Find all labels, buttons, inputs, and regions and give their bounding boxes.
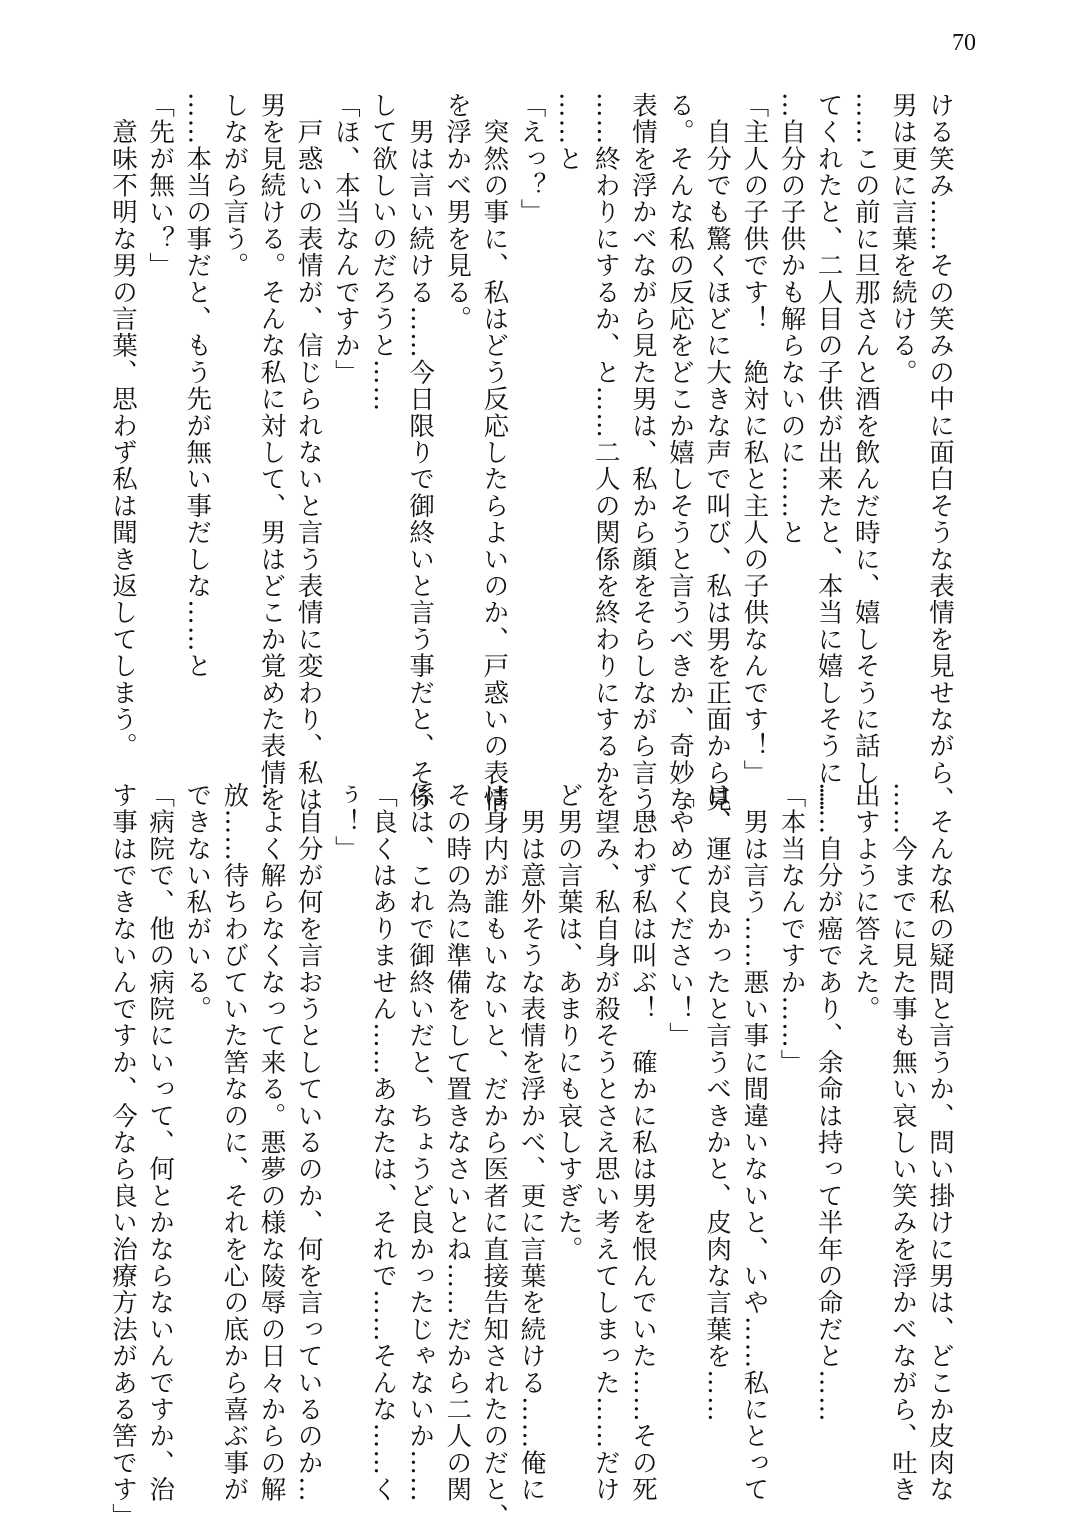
text-line: そんな私の疑問と言うか、問い掛けに男は、どこか皮肉な [925, 782, 955, 1503]
text-line: 意味不明な男の言葉、思わず私は聞き返してしまう。 [108, 92, 138, 760]
text-block-lower [0, 782, 1080, 1530]
text-line: できない私がいる。 [182, 782, 213, 1023]
text-line: ける笑み……その笑みの中に面白そうな表情を見せながら、 [925, 92, 955, 813]
text-line: 突然の事に、私はどう反応したらよいのか、戸惑いの表情 [479, 92, 510, 813]
text-line: ぅ！」 [330, 782, 361, 863]
text-line: 男は言い続ける……今日限りで御終いと言う事だと、そう [405, 92, 436, 813]
text-line: てくれたと、二人目の子供が出来たと、本当に嬉しそうに… [813, 92, 844, 813]
text-line: ……自分が癌であり、余命は持って半年の命だと…… [813, 782, 844, 1423]
text-line: …自分の子供かも解らないのに……と [776, 92, 807, 546]
text-line: を浮かべ男を見る。 [442, 92, 473, 333]
text-line: ど男の言葉は、あまりにも哀しすぎた。 [553, 782, 584, 1263]
text-line: 出すように答えた。 [850, 782, 881, 1023]
text-line: ……と [553, 92, 584, 173]
text-line: 「先が無い？」 [145, 92, 176, 279]
text-line: 「やめてください！」 [665, 782, 696, 1049]
text-line: 「本当なんですか……」 [776, 782, 807, 1076]
text-line: …よく解らなくなって来る。悪夢の様な陵辱の日々からの解 [256, 782, 287, 1503]
text-line: 自分でも驚くほどに大きな声で叫び、私は男を正面から見 [702, 92, 733, 813]
text-line: ……この前に旦那さんと酒を飲んだ時に、嬉しそうに話し [850, 92, 881, 787]
text-line: す事はできないんですか、今なら良い治療方法がある筈です」 [108, 782, 138, 1530]
text-line: 男は更に言葉を続ける。 [887, 92, 918, 386]
text-line: ……終わりにするか、と……二人の関係を終わりにするか [590, 92, 621, 787]
text-line: して欲しいのだろうと…… [367, 92, 398, 413]
text-line: 思わず私は叫ぶ！ 確かに私は男を恨んでいた……その死 [627, 782, 658, 1503]
text-line: 「主人の子供です！ 絶対に私と主人の子供なんです！」 [739, 92, 770, 787]
text-line: 表情を浮かべながら見た男は、私から顔をそらしながら言う。 [627, 92, 658, 840]
text-line: 係は、これで御終いだと、ちょうど良かったじゃないか…… [405, 782, 436, 1503]
text-line: 「病院で、他の病院にいって、何とかならないんですか、治 [145, 782, 176, 1503]
text-line: 放……待ちわびていた筈なのに、それを心の底から喜ぶ事が [219, 782, 250, 1503]
text-line: 男を見続ける。そんな私に対して、男はどこか覚めた表情を [256, 92, 287, 813]
text-line: その時の為に準備をして置きなさいとね……だから二人の関 [442, 782, 473, 1503]
text-line: 男は言う……悪い事に間違いないと、いや……私にとって [739, 782, 770, 1503]
text-line: を望み、私自身が殺そうとさえ思い考えてしまった……だけ [590, 782, 621, 1503]
text-line: 戸惑いの表情が、信じられないと言う表情に変わり、私は [293, 92, 324, 813]
text-line: は身内が誰もいないと、だから医者に直接告知されたのだと、 [479, 782, 510, 1530]
text-line: る。そんな私の反応をどこか嬉しそうと言うべきか、奇妙な [665, 92, 696, 813]
text-line: は、運が良かったと言うべきかと、皮肉な言葉を…… [702, 782, 733, 1423]
text-block-upper [0, 92, 1080, 840]
text-line: 「ほ、本当なんですか」 [330, 92, 361, 386]
text-line: 自分が何を言おうとしているのか、何を言っているのか… [293, 782, 324, 1503]
text-line: ……今までに見た事も無い哀しい笑みを浮かべながら、吐き [887, 782, 918, 1503]
text-line: ……本当の事だと、もう先が無い事だしな……と [182, 92, 213, 680]
text-line: 「えっ？」 [516, 92, 547, 226]
page-number: 70 [952, 30, 976, 56]
text-line: 「良くはありません……あなたは、それで……そんな……く [367, 782, 398, 1503]
text-line: 男は意外そうな表情を浮かべ、更に言葉を続ける……俺に [516, 782, 547, 1503]
text-line: しながら言う。 [219, 92, 250, 279]
